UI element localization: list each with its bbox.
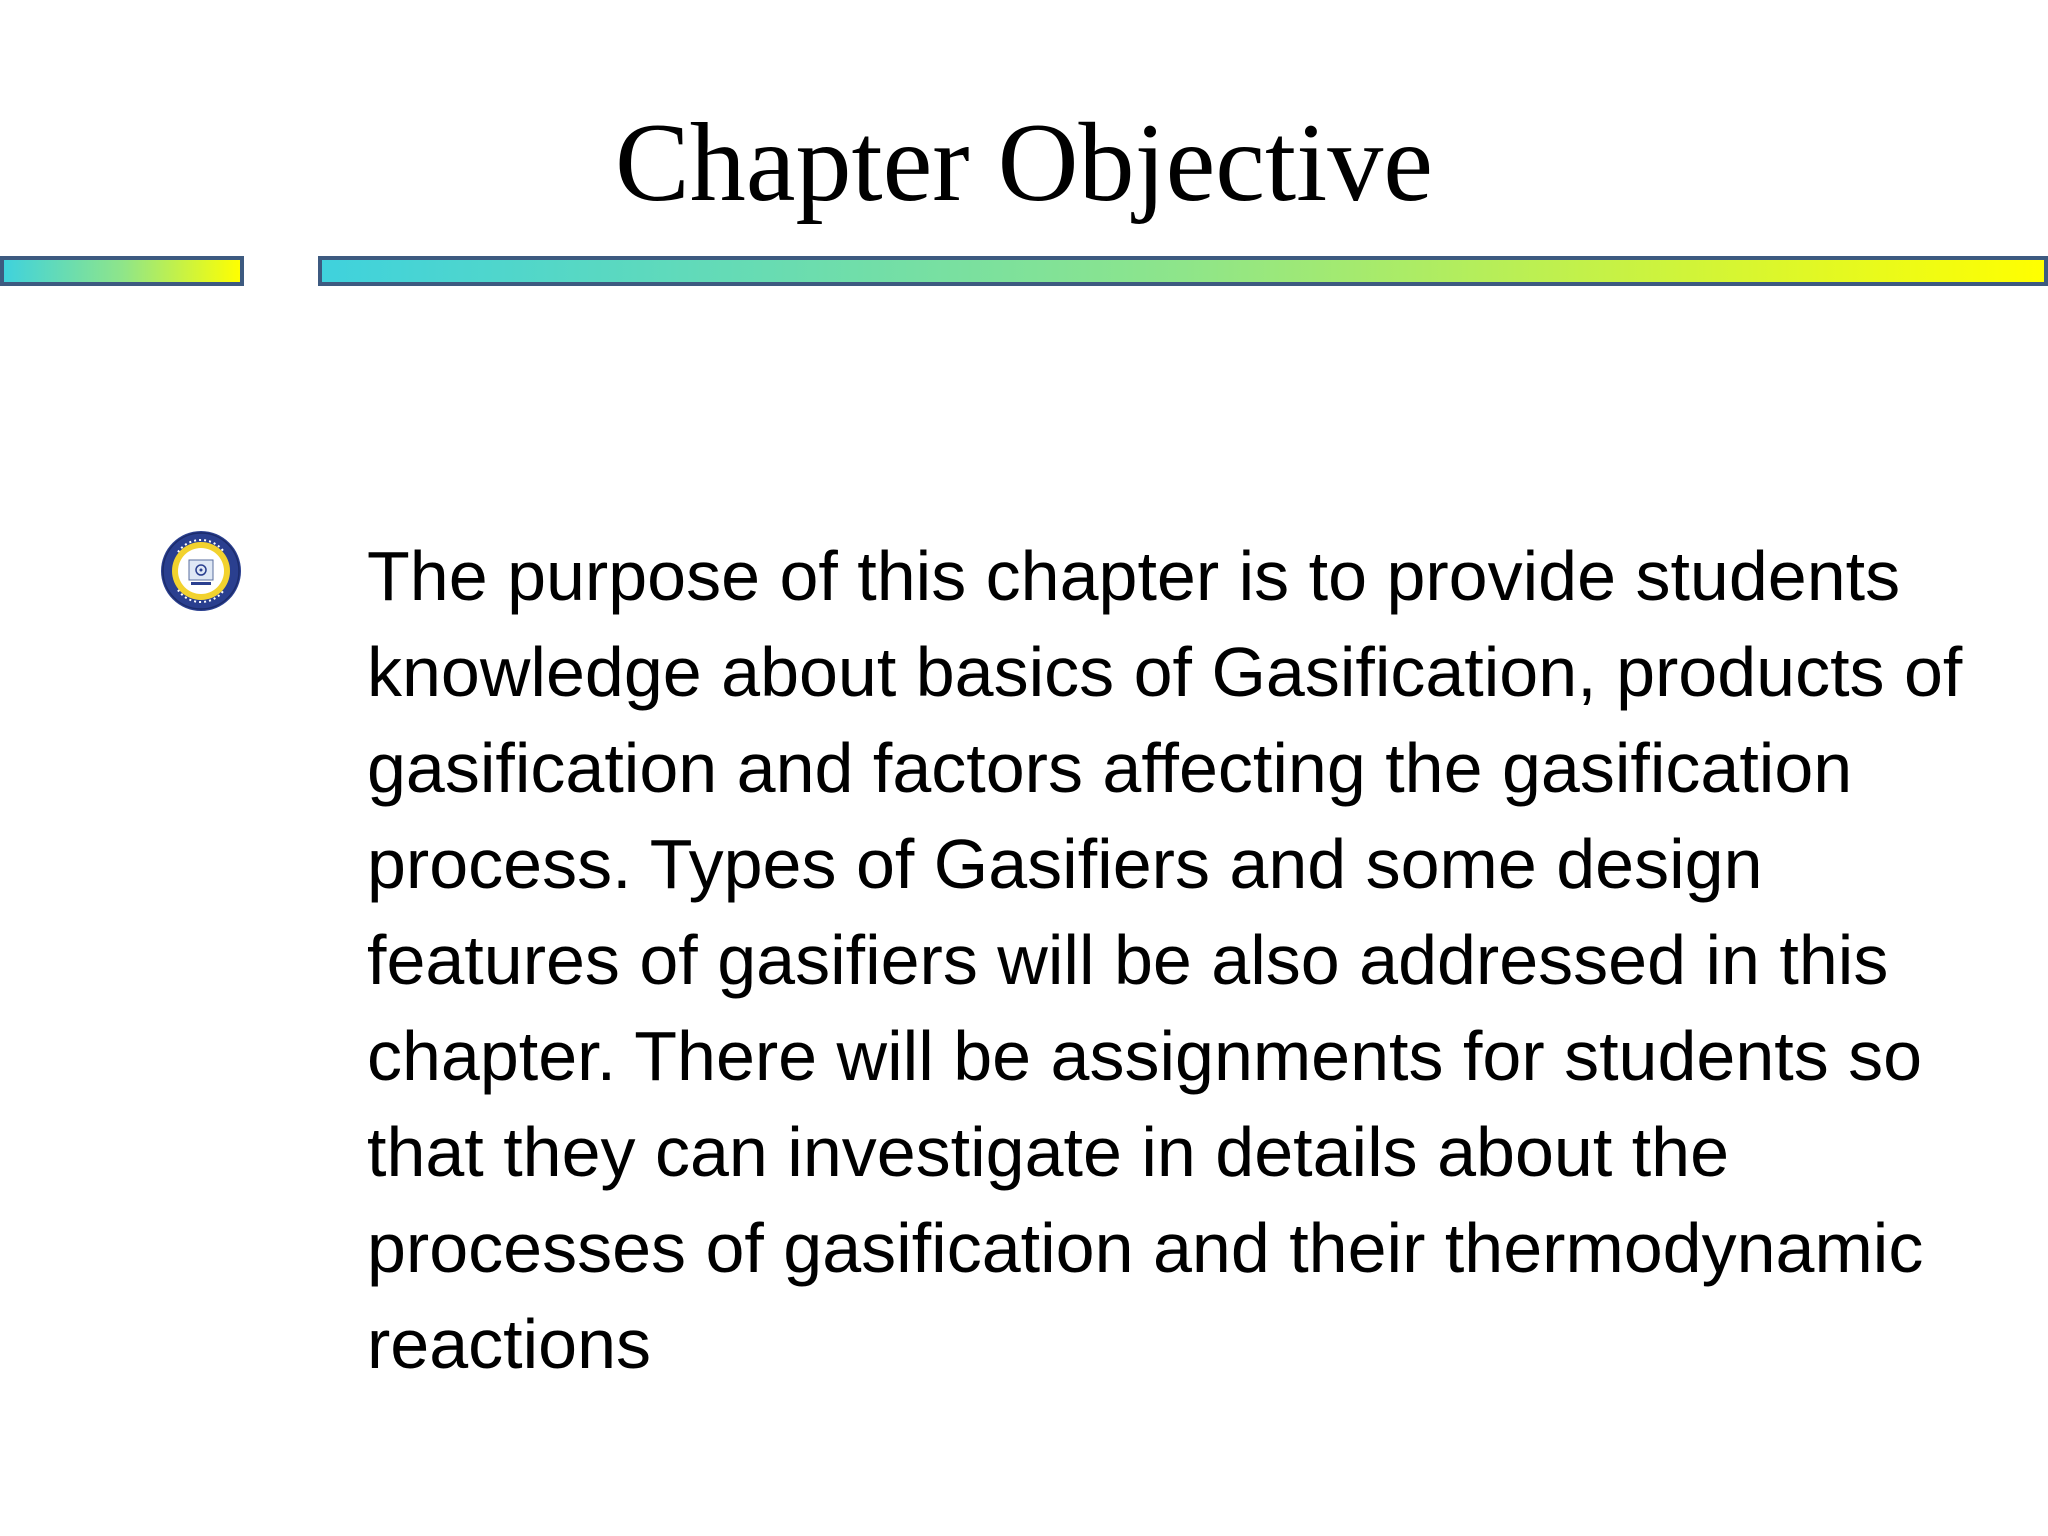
university-seal-icon — [160, 530, 242, 612]
slide-title: Chapter Objective — [615, 101, 1433, 225]
title-rule-right — [318, 256, 2048, 286]
title-rule-left — [0, 256, 244, 286]
objective-paragraph: The purpose of this chapter is to provide students knowledge about basics of Gasification, products of gasification and factors affecting the gasification process. Types of Gasifiers and some design features of gasifiers will be also addressed in this chapter. There will be assignments for students so that they can investigate in details about the processes of gasification and their thermodynamic reactions — [367, 537, 1963, 1383]
